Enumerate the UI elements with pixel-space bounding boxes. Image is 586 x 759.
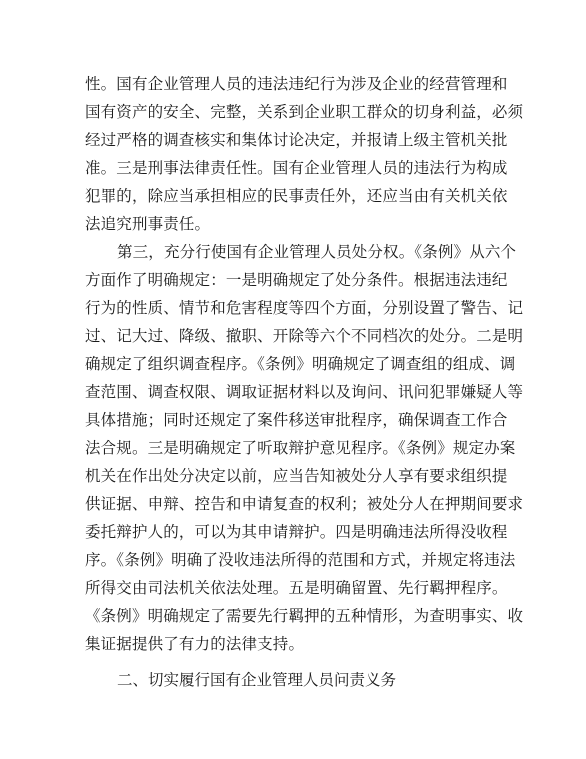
text-line: 行为的性质、情节和危害程度等四个方面，分别设置了警告、记 (85, 299, 524, 317)
text-line: 犯罪的，除应当承担相应的民事责任外，还应当由有关机关依 (85, 187, 508, 205)
section-heading: 二、切实履行国有企业管理人员问责义务 (117, 671, 397, 689)
text-line: 第三，充分行使国有企业管理人员处分权。《条例》从六个 (117, 243, 517, 261)
text-line: 委托辩护人的，可以为其申请辩护。四是明确违法所得没收程 (85, 523, 508, 541)
text-line: 性。国有企业管理人员的违法违纪行为涉及企业的经营管理和 (85, 75, 508, 93)
text-line: 准。三是刑事法律责任性。国有企业管理人员的违法行为构成 (85, 159, 508, 177)
text-line: 国有资产的安全、完整，关系到企业职工群众的切身利益，必须 (85, 103, 524, 121)
text-line: 法合规。三是明确规定了听取辩护意见程序。《条例》规定办案 (85, 439, 516, 457)
text-line: 方面作了明确规定：一是明确规定了处分条件。根据违法违纪 (85, 271, 508, 289)
text-line: 所得交由司法机关依法处理。五是明确留置、先行羁押程序。 (85, 579, 508, 597)
text-line: 查范围、调查权限、调取证据材料以及询问、讯问犯罪嫌疑人等 (85, 383, 524, 401)
text-line: 序。《条例》明确了没收违法所得的范围和方式，并规定将违法 (85, 551, 516, 569)
text-line: 具体措施；同时还规定了案件移送审批程序，确保调查工作合 (85, 411, 508, 429)
text-line: 机关在作出处分决定以前，应当告知被处分人享有要求组织提 (85, 467, 508, 485)
text-line: 集证据提供了有力的法律支持。 (85, 635, 305, 653)
text-line: 经过严格的调查核实和集体讨论决定，并报请上级主管机关批 (85, 131, 508, 149)
text-line: 过、记大过、降级、撤职、开除等六个不同档次的处分。二是明 (85, 327, 524, 345)
text-line: 供证据、申辩、控告和申请复查的权利；被处分人在押期间要求 (85, 495, 524, 513)
text-line: 确规定了组织调查程序。《条例》明确规定了调查组的组成、调 (85, 355, 516, 373)
text-line: 《条例》明确规定了需要先行羁押的五种情形，为查明事实、收 (85, 607, 524, 625)
text-line: 法追究刑事责任。 (85, 215, 211, 233)
